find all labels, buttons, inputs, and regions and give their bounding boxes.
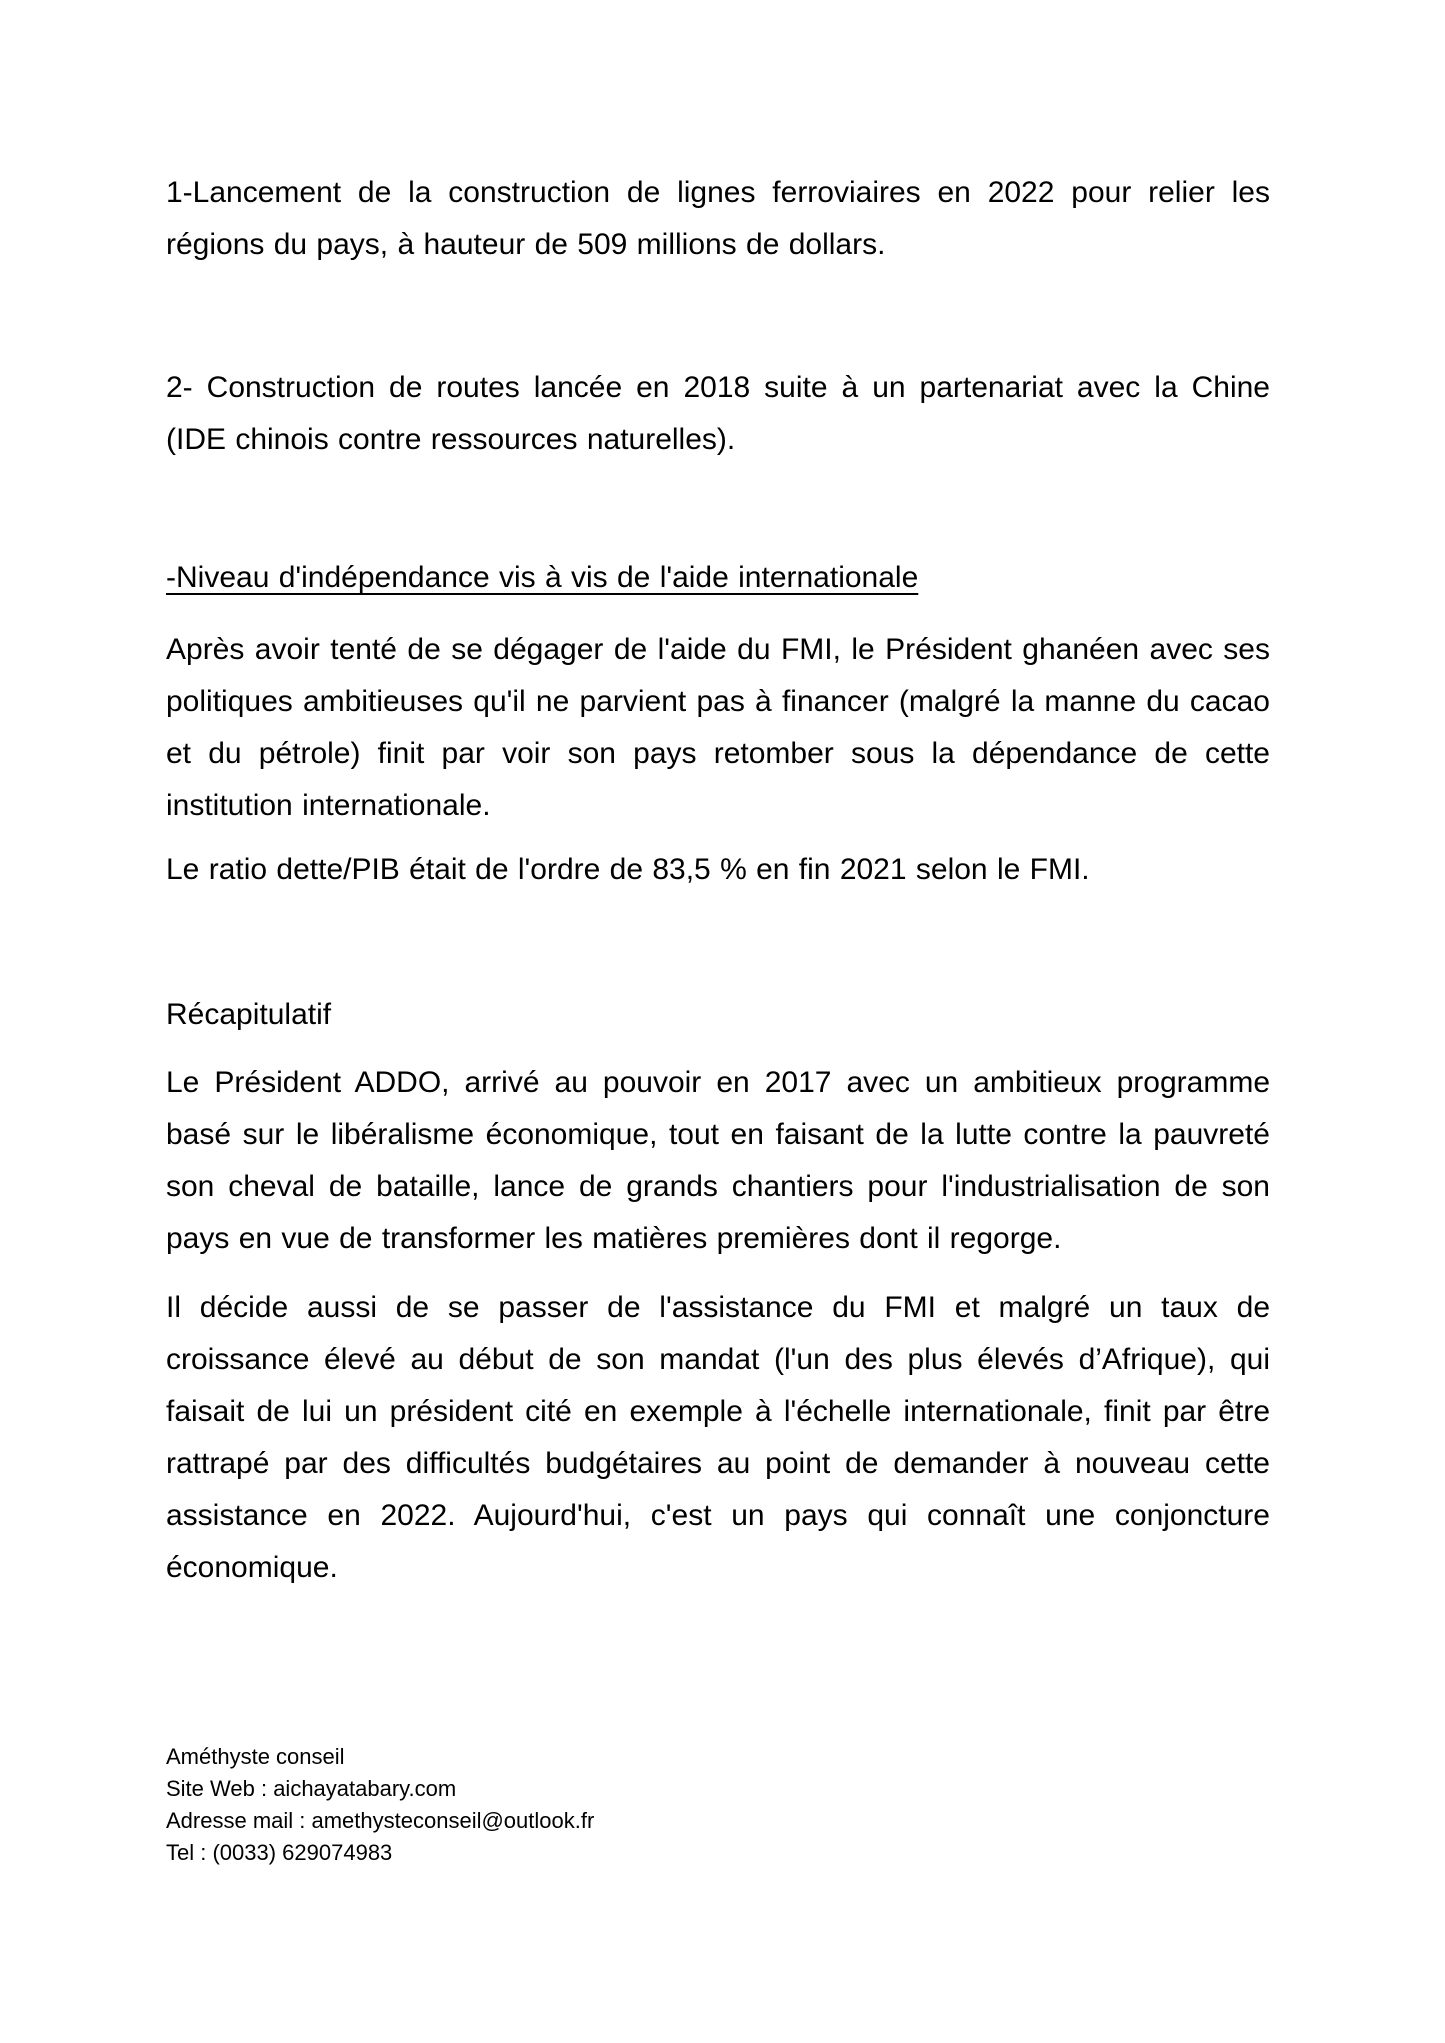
paragraph-recap-president: Le Président ADDO, arrivé au pouvoir en 2017 avec un ambitieux programme basé sur le libéralisme économique, tout en faisant de la lutte contre la pauvreté son cheval de bataille, lance de grands chantiers pour l'industrialisation de son pays en vue de transformer les matières premières dont il regorge.: [166, 1066, 1270, 1255]
list-item-railways: 1-Lancement de la construction de lignes ferroviaires en 2022 pour relier les régions du pays, à hauteur de 509 millions de dollars.: [166, 176, 1270, 261]
footer-phone: Tel : (0033) 629074983: [166, 1840, 393, 1865]
footer-company-name: Améthyste conseil: [166, 1744, 345, 1769]
list-item-roads: 2- Construction de routes lancée en 2018 suite à un partenariat avec la Chine (IDE chinois contre ressources naturelles).: [166, 371, 1270, 456]
footer-email: Adresse mail : amethysteconseil@outlook.fr: [166, 1808, 595, 1833]
section-heading-recap: Récapitulatif: [166, 998, 332, 1031]
footer-contact-block: [166, 1741, 1270, 1869]
paragraph-debt-ratio: Le ratio dette/PIB était de l'ordre de 83,5 % en fin 2021 selon le FMI.: [166, 853, 1090, 886]
footer-website: Site Web : aichayatabary.com: [166, 1776, 457, 1801]
section-heading-independence: -Niveau d'indépendance vis à vis de l'aide internationale: [166, 561, 919, 594]
paragraph-recap-assistance: Il décide aussi de se passer de l'assistance du FMI et malgré un taux de croissance élevé au début de son mandat (l'un des plus élevés d’Afrique), qui faisait de lui un président cité en exemple à l'échelle internationale, finit par être rattrapé par des difficultés budgétaires au point de demander à nouveau cette assistance en 2022. Aujourd'hui, c'est un pays qui connaît une conjoncture économique.: [166, 1291, 1270, 1584]
paragraph-fmi-dependence: Après avoir tenté de se dégager de l'aide du FMI, le Président ghanéen avec ses politiques ambitieuses qu'il ne parvient pas à financer (malgré la manne du cacao et du pétrole) finit par voir son pays retomber sous la dépendance de cette institution internationale.: [166, 633, 1270, 822]
